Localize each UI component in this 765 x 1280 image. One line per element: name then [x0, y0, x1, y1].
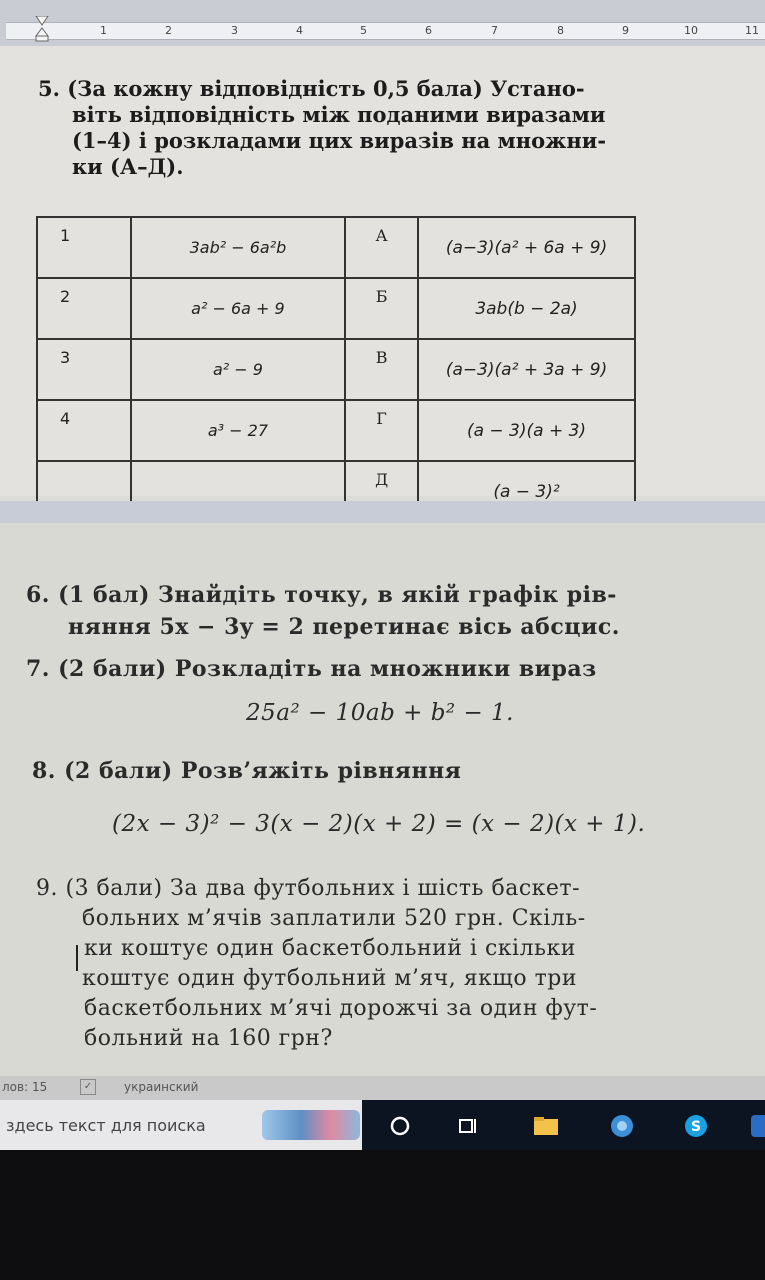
file-explorer-icon[interactable]: [530, 1110, 562, 1142]
expression: a² − 6a + 9: [131, 278, 345, 339]
task5-line: ки (А–Д).: [72, 154, 184, 179]
spellcheck-icon[interactable]: ✓: [80, 1079, 96, 1095]
task7-formula: 25a² − 10ab + b² − 1.: [246, 700, 514, 726]
task8-line: 8. (2 бали) Розв’яжіть рівняння: [32, 758, 462, 784]
task9-line: ки коштує один баскетбольний і скільки: [84, 936, 576, 961]
ruler-number: 9: [622, 24, 629, 37]
factor-letter: Г: [345, 400, 418, 461]
expr-number: 4: [37, 400, 131, 461]
ruler-number: 3: [231, 24, 238, 37]
factorization: (a − 3)²: [418, 461, 635, 522]
taskbar: [0, 1100, 765, 1150]
text-cursor: [76, 945, 78, 971]
horizontal-ruler[interactable]: [0, 0, 765, 47]
word-count[interactable]: лов: 15: [2, 1080, 48, 1094]
task8-formula: (2x − 3)² − 3(x − 2)(x + 2) = (x − 2)(x + 1).: [112, 811, 646, 837]
factor-letter: В: [345, 339, 418, 400]
browser-icon[interactable]: [606, 1110, 638, 1142]
expression: 3ab² − 6a²b: [131, 217, 345, 278]
page-gap: [0, 501, 765, 523]
factorization: (a−3)(a² + 3a + 9): [418, 339, 635, 400]
ruler-number: 4: [296, 24, 303, 37]
task9-line: коштує один футбольний м’яч, якщо три: [82, 966, 578, 991]
task6-line: 6. (1 бал) Знайдіть точку, в якій графік рів-: [26, 582, 617, 608]
table-row: [37, 217, 635, 278]
factor-letter: Б: [345, 278, 418, 339]
task6-line: няння 5x − 3y = 2 перетинає вісь абсцис.: [68, 614, 620, 640]
factor-letter: Д: [345, 461, 418, 522]
ruler-number: 10: [684, 24, 698, 37]
ruler-number: 8: [557, 24, 564, 37]
ruler-number: 6: [425, 24, 432, 37]
task9-line: больних м’ячів заплатили 520 грн. Скіль-: [82, 906, 586, 931]
ruler-number: 5: [360, 24, 367, 37]
ruler-number: 1: [100, 24, 107, 37]
taskbar-search-box[interactable]: [0, 1100, 362, 1150]
task5-line: 5. (За кожну відповідність 0,5 бала) Устано-: [38, 76, 585, 101]
ruler-track: [6, 22, 765, 40]
status-bar: [0, 1076, 765, 1100]
table-row: [37, 339, 635, 400]
factorization: (a − 3)(a + 3): [418, 400, 635, 461]
expr-number: 3: [37, 339, 131, 400]
task9-line: баскетбольних м’ячі дорожчі за один фут-: [84, 996, 598, 1021]
task-view-icon[interactable]: [452, 1110, 484, 1142]
table-row: [37, 278, 635, 339]
task5-line: віть відповідність між поданими виразами: [72, 102, 606, 127]
ruler-number: 11: [745, 24, 759, 37]
language-indicator[interactable]: украинский: [124, 1080, 199, 1094]
task9-line: больний на 160 грн?: [84, 1026, 333, 1051]
matching-table: [36, 216, 636, 523]
expr-number: 2: [37, 278, 131, 339]
expr-number: 1: [37, 217, 131, 278]
factorization: 3ab(b − 2a): [418, 278, 635, 339]
expression: a³ − 27: [131, 400, 345, 461]
ruler-number: 7: [491, 24, 498, 37]
svg-text:S: S: [690, 1119, 702, 1135]
cortana-icon[interactable]: [384, 1110, 416, 1142]
search-highlight-image: [262, 1110, 360, 1140]
search-placeholder: здесь текст для поиска: [6, 1116, 206, 1135]
ruler-number: 2: [165, 24, 172, 37]
task5-line: (1–4) і розкладами цих виразів на множни-: [72, 128, 607, 153]
skype-icon[interactable]: [680, 1110, 712, 1142]
task5-block: [0, 46, 765, 502]
table-row: [37, 400, 635, 461]
factor-letter: А: [345, 217, 418, 278]
document-page[interactable]: [0, 46, 765, 1090]
app-icon[interactable]: [744, 1110, 765, 1142]
screen-bezel: [0, 1150, 765, 1280]
task7-line: 7. (2 бали) Розкладіть на множники вираз: [26, 656, 597, 682]
factorization: (a−3)(a² + 6a + 9): [418, 217, 635, 278]
tasks-block: [0, 523, 765, 1090]
indent-marker-icon[interactable]: [34, 16, 50, 42]
expression: a² − 9: [131, 339, 345, 400]
task9-line: 9. (3 бали) За два футбольних і шість баскет-: [36, 876, 581, 901]
